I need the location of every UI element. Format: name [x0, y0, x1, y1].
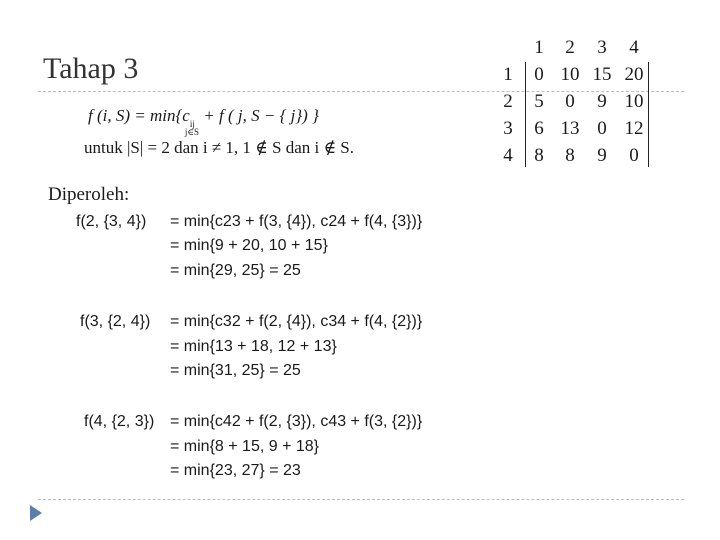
matrix-row-header: 1	[503, 64, 513, 85]
recurrence-formula	[88, 106, 319, 138]
formula-rhs: + f ( j, S − { j}) }	[199, 106, 319, 125]
matrix-cell: 12	[624, 118, 644, 139]
matrix-row-header: 2	[503, 91, 513, 112]
matrix-cell: 8	[565, 145, 575, 166]
matrix-cell: 20	[624, 64, 644, 85]
matrix-cell: 0	[629, 145, 639, 166]
formula-sub-ij: ij	[189, 119, 195, 129]
derivation-line: = min{8 + 15, 9 + 18}	[170, 438, 320, 455]
matrix-col-header: 2	[565, 37, 575, 58]
matrix-col-header: 1	[534, 37, 544, 58]
matrix-cell: 0	[597, 118, 607, 139]
matrix-cell: 15	[592, 64, 612, 85]
derivation-line: = min{c42 + f(2, {3}), c43 + f(3, {2})}	[170, 413, 423, 430]
derivation-line: = min{31, 25} = 25	[170, 362, 301, 379]
bullet-triangle-icon	[30, 505, 42, 521]
derivation-lhs: f(4, {2, 3})	[84, 413, 155, 430]
matrix-cell: 0	[565, 91, 575, 112]
matrix-row-header: 3	[503, 118, 513, 139]
matrix-cell: 0	[534, 64, 544, 85]
matrix-cell: 5	[534, 91, 544, 112]
derivation-heading: Diperoleh:	[48, 184, 130, 205]
matrix-cell: 9	[597, 91, 607, 112]
matrix-cell: 10	[624, 91, 644, 112]
matrix-cell: 9	[597, 145, 607, 166]
matrix-cell: 10	[560, 64, 580, 85]
formula-lhs: f (i, S) = min{c	[88, 106, 190, 125]
formula-condition: untuk |S| = 2 dan i ≠ 1, 1 ∉ S dan i ∉ S.	[84, 138, 355, 157]
slide-title: Tahap 3	[43, 52, 139, 85]
matrix-col-header: 4	[629, 37, 639, 58]
derivation-line: = min{c32 + f(2, {4}), c34 + f(4, {2})}	[170, 313, 423, 330]
formula-sub-jes: j∈S	[184, 127, 200, 137]
derivation-lhs: f(3, {2, 4})	[80, 313, 151, 330]
derivation-line: = min{13 + 18, 12 + 13}	[170, 338, 337, 355]
matrix-row-header: 4	[503, 145, 513, 166]
derivation-line: = min{9 + 20, 10 + 15}	[170, 237, 328, 254]
derivation-line: = min{23, 27} = 23	[170, 462, 301, 479]
derivation-line: = min{c23 + f(3, {4}), c24 + f(4, {3})}	[170, 213, 423, 230]
matrix-cell: 6	[534, 118, 544, 139]
matrix-cell: 13	[560, 118, 580, 139]
divider-bottom	[38, 499, 684, 500]
matrix-col-header: 3	[597, 37, 607, 58]
derivation-line: = min{29, 25} = 25	[170, 262, 301, 279]
matrix-cell: 8	[534, 145, 544, 166]
derivation-lhs: f(2, {3, 4})	[76, 213, 147, 230]
